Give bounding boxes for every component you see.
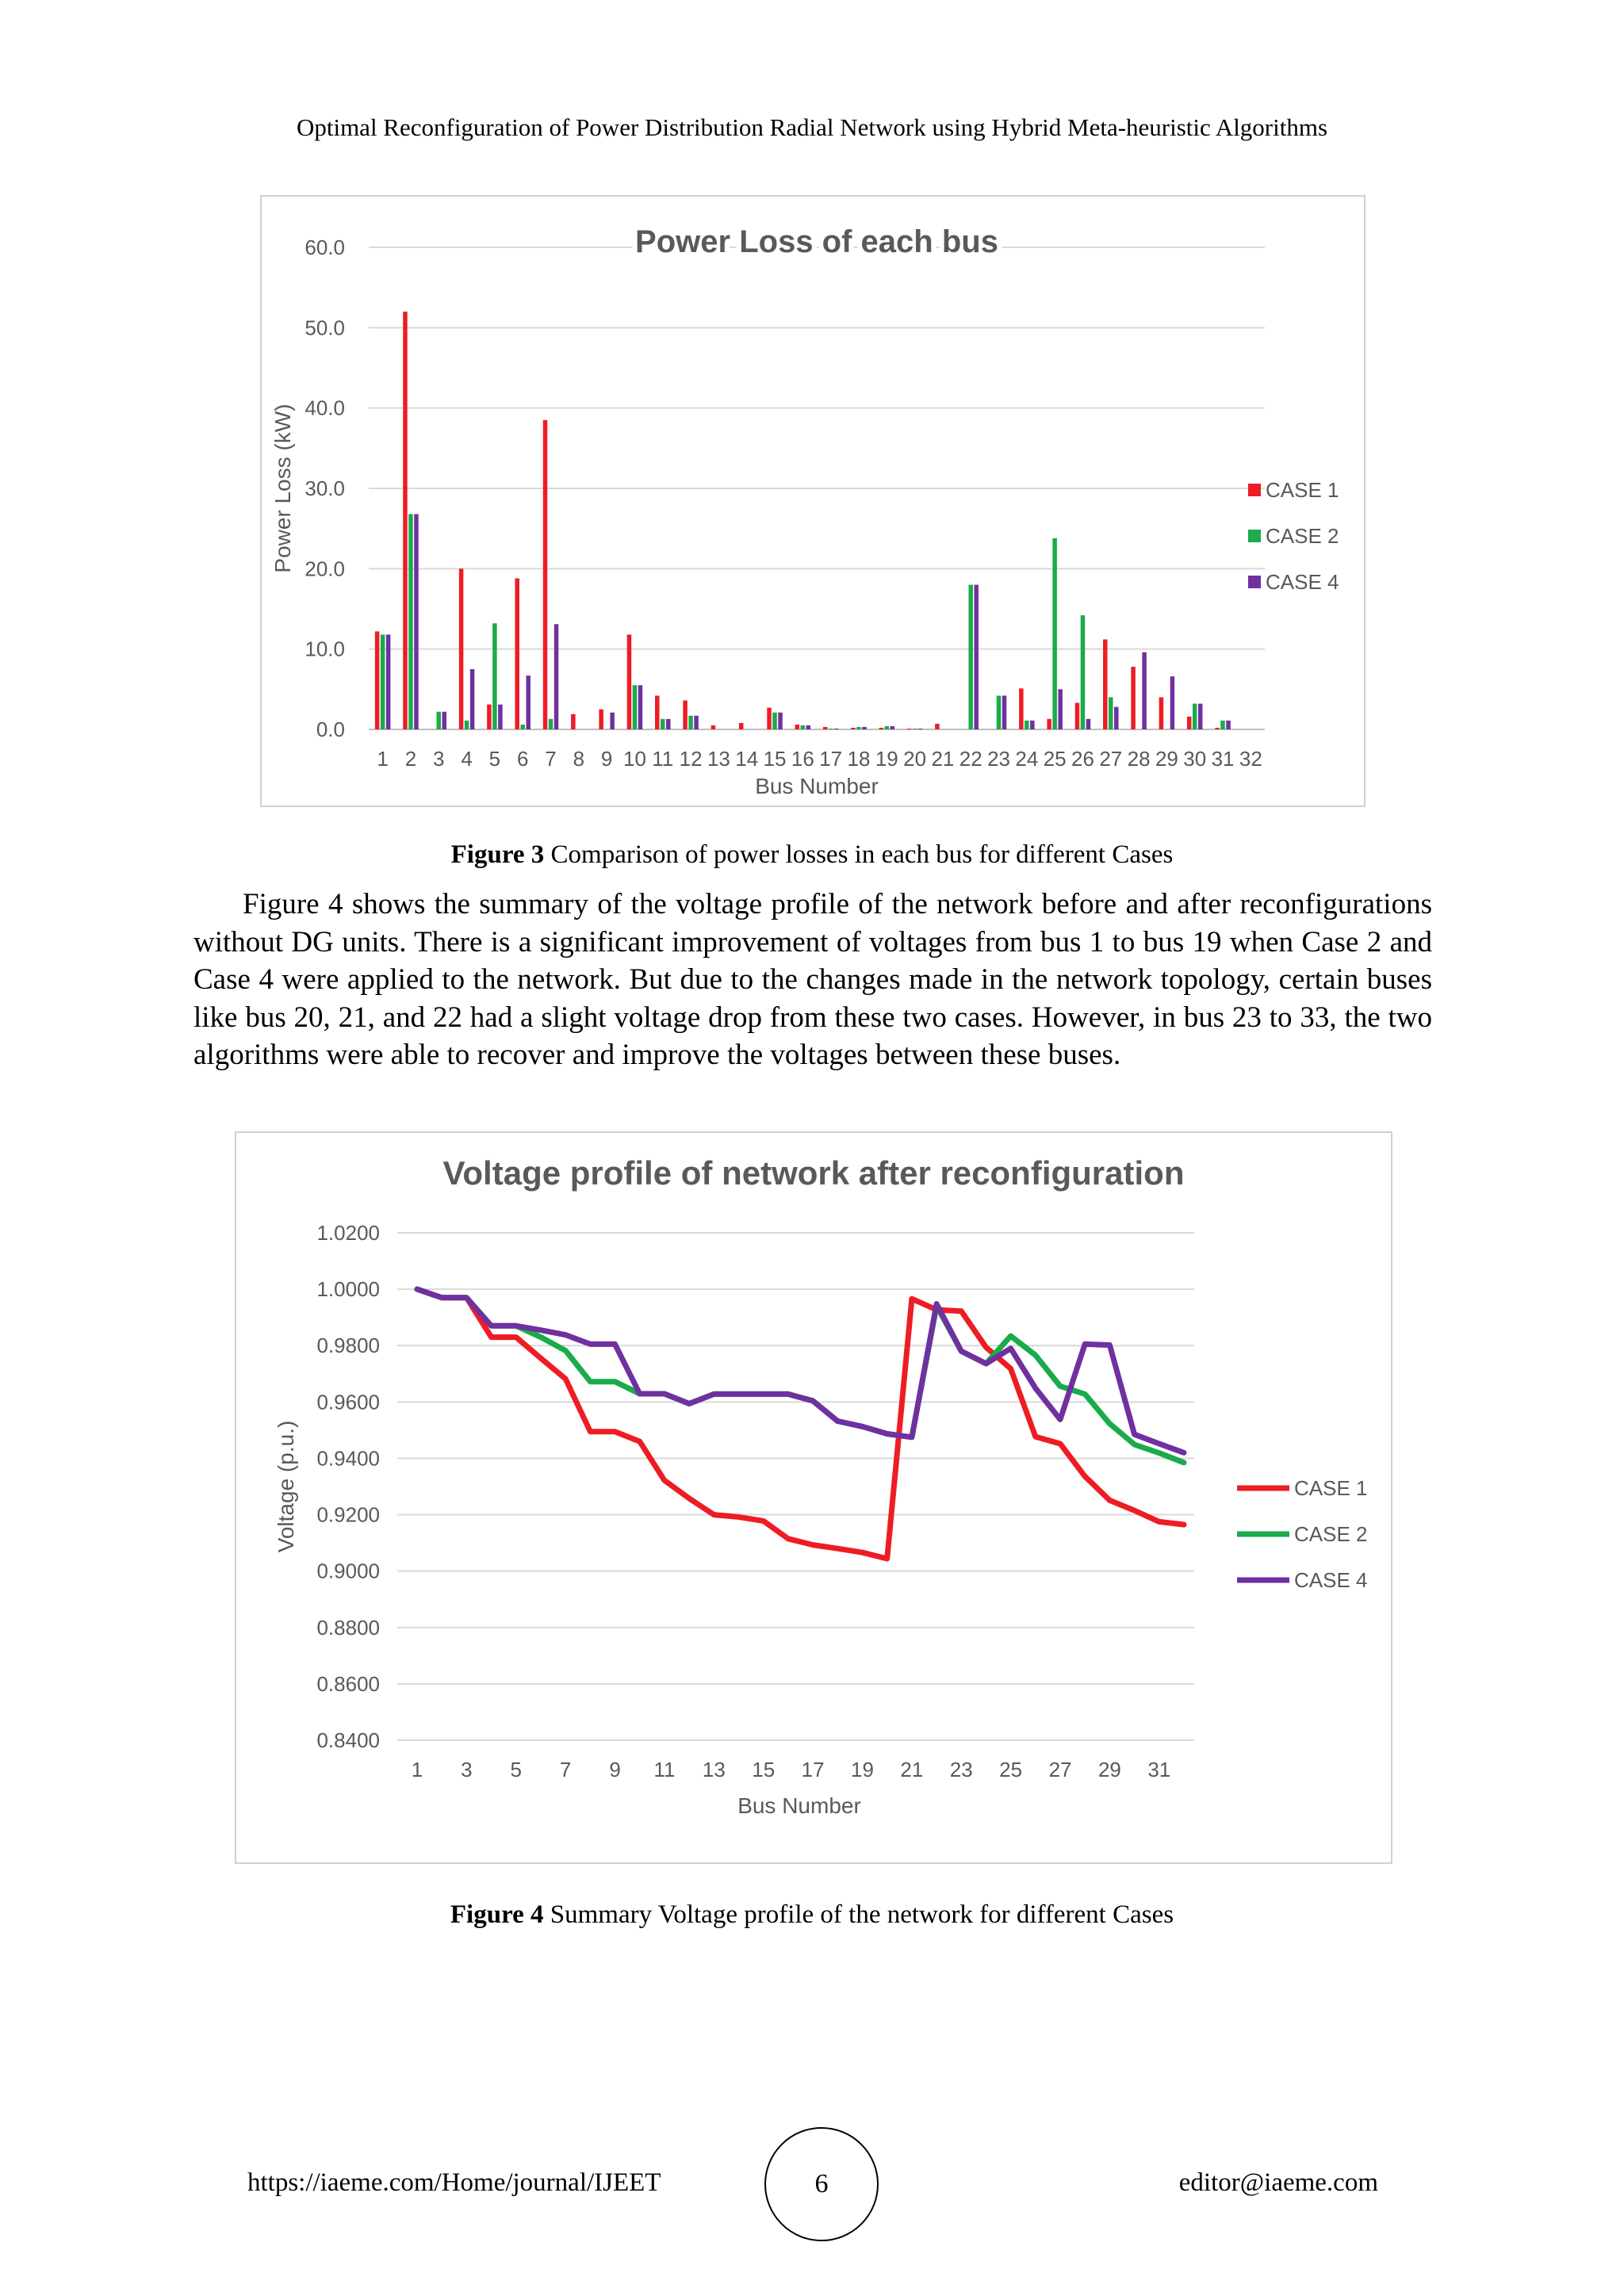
y-axis-title: Power Loss (kW) <box>270 404 295 573</box>
bar-case-1 <box>459 568 464 729</box>
x-tick-label: 23 <box>987 747 1010 771</box>
bar-case-1 <box>515 578 519 729</box>
x-tick-label: 27 <box>1048 1758 1072 1781</box>
bar-case-4 <box>1030 721 1035 729</box>
power-loss-chart <box>260 195 1365 807</box>
bar-case-1 <box>1075 703 1080 729</box>
x-tick-label: 3 <box>461 1758 473 1781</box>
bar-case-4 <box>498 705 503 729</box>
bar-case-1 <box>795 725 800 729</box>
bar-case-4 <box>1226 721 1231 729</box>
bar-case-2 <box>688 716 693 729</box>
y-tick-label: 0.9800 <box>316 1334 380 1358</box>
bar-case-2 <box>492 623 497 729</box>
bar-case-4 <box>1002 695 1007 729</box>
bar-case-2 <box>772 713 777 729</box>
bar-case-2 <box>1193 704 1197 729</box>
y-tick-label: 0.8400 <box>316 1728 380 1752</box>
bar-case-1 <box>767 708 772 729</box>
x-tick-label: 6 <box>516 747 529 771</box>
bar-case-4 <box>891 726 895 729</box>
legend-swatch <box>1248 576 1261 588</box>
bar-case-1 <box>375 631 380 729</box>
bar-case-1 <box>879 728 884 729</box>
legend-label: CASE 4 <box>1294 1568 1368 1592</box>
x-tick-label: 10 <box>623 747 646 771</box>
voltage-profile-chart <box>235 1131 1392 1864</box>
series-line-case-2 <box>417 1289 1184 1463</box>
bar-case-4 <box>974 585 979 729</box>
bar-case-4 <box>554 624 559 729</box>
x-tick-label: 24 <box>1015 747 1039 771</box>
bar-case-1 <box>403 312 408 729</box>
x-tick-label: 12 <box>679 747 703 771</box>
x-tick-label: 16 <box>791 747 814 771</box>
bar-case-2 <box>381 634 385 729</box>
y-tick-label: 0.9200 <box>316 1502 380 1527</box>
y-tick-label: 40.0 <box>304 396 345 420</box>
bar-case-1 <box>1103 640 1108 729</box>
legend-label: CASE 1 <box>1294 1476 1368 1500</box>
x-tick-label: 15 <box>763 747 787 771</box>
bar-case-4 <box>386 634 391 729</box>
bar-case-4 <box>1058 689 1063 729</box>
bar-case-1 <box>1019 688 1024 729</box>
x-tick-label: 8 <box>573 747 585 771</box>
power-loss-chart-svg <box>262 197 1364 806</box>
x-tick-label: 13 <box>707 747 730 771</box>
figure4-caption-label: Figure 4 <box>450 1900 544 1929</box>
legend-label: CASE 1 <box>1266 478 1339 502</box>
bar-case-2 <box>1081 615 1086 729</box>
legend-label: CASE 2 <box>1266 524 1339 548</box>
figure4-caption <box>0 1900 1624 1930</box>
bar-case-1 <box>1187 717 1192 729</box>
x-tick-label: 23 <box>949 1758 973 1781</box>
bar-case-2 <box>1220 721 1225 729</box>
bar-case-4 <box>778 713 783 729</box>
x-tick-label: 25 <box>1043 747 1067 771</box>
bar-case-4 <box>862 727 867 729</box>
y-tick-label: 30.0 <box>304 476 345 500</box>
x-tick-label: 32 <box>1239 747 1262 771</box>
x-tick-label: 21 <box>931 747 955 771</box>
bar-case-1 <box>683 701 688 729</box>
x-tick-label: 17 <box>801 1758 825 1781</box>
bar-case-2 <box>856 727 861 729</box>
y-tick-label: 0.8800 <box>316 1615 380 1640</box>
bar-case-1 <box>627 634 632 729</box>
bar-case-4 <box>442 712 447 729</box>
x-tick-label: 11 <box>652 747 674 771</box>
bar-case-1 <box>739 723 744 729</box>
x-tick-label: 14 <box>735 747 759 771</box>
bar-case-1 <box>1159 697 1164 729</box>
x-tick-label: 15 <box>752 1758 776 1781</box>
bar-case-2 <box>1109 697 1113 729</box>
y-tick-label: 10.0 <box>304 637 345 661</box>
x-tick-label: 29 <box>1097 1758 1121 1781</box>
bar-case-1 <box>1215 728 1220 729</box>
legend-swatch <box>1248 530 1261 542</box>
x-tick-label: 26 <box>1071 747 1094 771</box>
x-tick-label: 28 <box>1127 747 1151 771</box>
bar-case-1 <box>711 725 716 729</box>
voltage-profile-chart-svg <box>236 1133 1391 1862</box>
bar-case-4 <box>806 725 811 729</box>
y-tick-label: 50.0 <box>304 316 345 340</box>
bar-case-2 <box>968 585 973 729</box>
y-axis-title: Voltage (p.u.) <box>274 1420 298 1553</box>
bar-case-4 <box>610 713 615 729</box>
bar-case-2 <box>437 712 442 729</box>
bar-case-1 <box>543 420 548 729</box>
y-tick-label: 0.9400 <box>316 1446 380 1471</box>
x-tick-label: 21 <box>900 1758 924 1781</box>
x-tick-label: 7 <box>559 1758 572 1781</box>
x-axis-title: Bus Number <box>755 774 879 798</box>
bar-case-1 <box>1047 719 1051 729</box>
x-tick-label: 1 <box>377 747 389 771</box>
x-tick-label: 9 <box>609 1758 621 1781</box>
bar-case-4 <box>414 514 419 729</box>
bar-case-2 <box>1025 721 1029 729</box>
bar-case-2 <box>661 719 665 729</box>
bar-case-2 <box>520 725 525 729</box>
x-tick-label: 19 <box>875 747 898 771</box>
x-tick-label: 31 <box>1211 747 1235 771</box>
figure3-caption-text: Comparison of power losses in each bus for different Cases <box>544 840 1174 869</box>
legend-label: CASE 2 <box>1294 1522 1368 1546</box>
bar-case-4 <box>666 719 671 729</box>
bar-case-2 <box>408 514 413 729</box>
bar-case-4 <box>694 716 699 729</box>
bar-case-2 <box>465 721 469 729</box>
x-tick-label: 5 <box>510 1758 523 1781</box>
running-header: Optimal Reconfiguration of Power Distribution Radial Network using Hybrid Meta-heuristic Algorithms <box>296 113 1328 141</box>
bar-case-4 <box>1170 676 1175 729</box>
bar-case-2 <box>885 726 890 729</box>
bar-case-1 <box>599 710 603 729</box>
body-paragraph: Figure 4 shows the summary of the voltage profile of the network before and after reconfigurations without DG units. There is a significant improvement of voltages from bus 1 to bus 19 when Case 2 and Case 4 were applied to the network. But due to the changes made in the network topology, certain buses like bus 20, 21, and 22 had a slight voltage drop from these two cases. However, in bus 23 to 33, the two algorithms were able to recover and improve the voltages between these buses. <box>193 888 1432 1071</box>
series-line-case-4 <box>417 1289 1184 1452</box>
legend-label: CASE 4 <box>1266 570 1339 594</box>
bar-case-1 <box>655 695 660 729</box>
bar-case-4 <box>1086 719 1091 729</box>
x-tick-label: 18 <box>847 747 871 771</box>
x-tick-label: 20 <box>903 747 927 771</box>
y-tick-label: 0.8600 <box>316 1671 380 1696</box>
bar-case-2 <box>801 725 806 729</box>
x-tick-label: 2 <box>404 747 417 771</box>
x-tick-label: 7 <box>545 747 557 771</box>
figure3-caption-label: Figure 3 <box>450 840 545 869</box>
x-tick-label: 1 <box>411 1758 423 1781</box>
legend-swatch <box>1248 484 1261 496</box>
bar-case-4 <box>470 669 475 729</box>
y-tick-label: 60.0 <box>304 235 345 259</box>
bar-case-1 <box>487 705 492 729</box>
bar-case-4 <box>526 675 530 729</box>
bar-case-1 <box>1131 667 1136 729</box>
x-tick-label: 27 <box>1099 747 1123 771</box>
footer-email[interactable]: editor@iaeme.com <box>1178 2168 1378 2197</box>
x-tick-label: 5 <box>488 747 501 771</box>
x-tick-label: 17 <box>819 747 843 771</box>
x-tick-label: 22 <box>959 747 982 771</box>
bar-case-4 <box>1114 707 1119 729</box>
x-tick-label: 30 <box>1183 747 1207 771</box>
bar-case-2 <box>997 695 1002 729</box>
y-tick-label: 0.0 <box>316 718 345 741</box>
x-tick-label: 4 <box>461 747 473 771</box>
bar-case-4 <box>638 685 643 729</box>
figure3-caption <box>0 840 1624 870</box>
figure4-caption-text: Summary Voltage profile of the network for different Cases <box>543 1900 1174 1929</box>
footer-url[interactable]: https://iaeme.com/Home/journal/IJEET <box>247 2168 661 2197</box>
bar-case-1 <box>851 728 856 729</box>
y-tick-label: 1.0200 <box>316 1221 380 1245</box>
chart-title: Voltage profile of network after reconfiguration <box>442 1154 1185 1192</box>
bar-case-2 <box>1052 538 1057 729</box>
bar-case-2 <box>633 685 638 729</box>
bar-case-1 <box>823 727 828 729</box>
x-tick-label: 29 <box>1155 747 1178 771</box>
bar-case-2 <box>549 719 553 729</box>
y-tick-label: 0.9000 <box>316 1559 380 1583</box>
y-tick-label: 20.0 <box>304 557 345 581</box>
x-tick-label: 3 <box>433 747 445 771</box>
y-tick-label: 1.0000 <box>316 1277 380 1302</box>
x-tick-label: 11 <box>653 1758 676 1781</box>
bar-case-1 <box>935 724 940 729</box>
page-number: 6 <box>764 2127 879 2241</box>
x-tick-label: 25 <box>999 1758 1023 1781</box>
x-tick-label: 9 <box>600 747 613 771</box>
bar-case-4 <box>1142 652 1147 729</box>
x-axis-title: Bus Number <box>737 1793 861 1818</box>
x-tick-label: 19 <box>851 1758 874 1781</box>
x-tick-label: 13 <box>702 1758 726 1781</box>
x-tick-label: 31 <box>1147 1758 1171 1781</box>
y-tick-label: 0.9600 <box>316 1390 380 1414</box>
chart-title: Power Loss of each bus <box>635 224 998 259</box>
bar-case-1 <box>571 714 576 729</box>
bar-case-4 <box>1198 704 1203 729</box>
